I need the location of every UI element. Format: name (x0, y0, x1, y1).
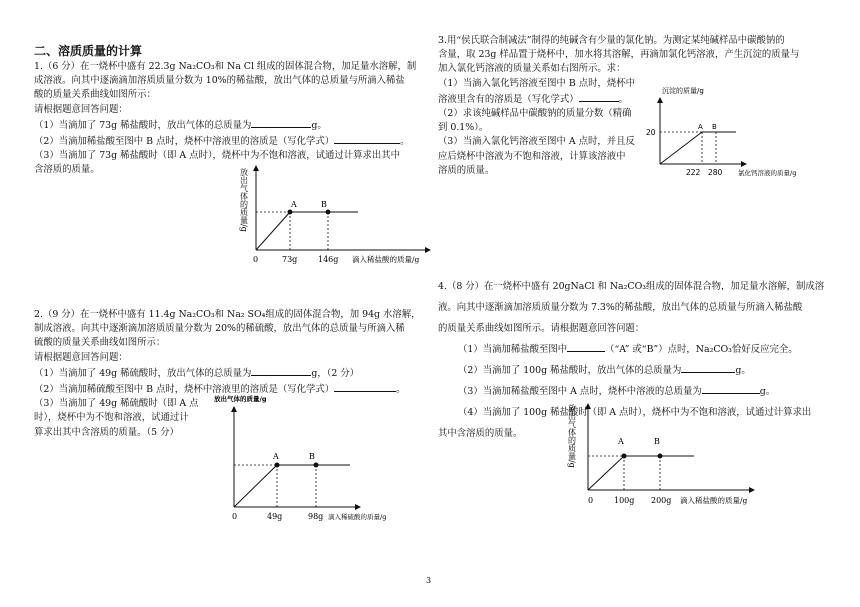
curve-rise (234, 465, 277, 507)
x-tick-label: 200g (651, 496, 672, 505)
q3-chart (646, 84, 826, 180)
point-a (622, 454, 627, 459)
point-b-label: B (309, 452, 315, 461)
q2-line: 请根据题意回答问题： (34, 351, 128, 363)
point-a-label: A (273, 452, 279, 461)
q3-line: 溶质的质量。 (438, 164, 495, 176)
q2-line: （2）当滴加稀硫酸至图中 B 点时，烧杯中溶液里的溶质是（写化学式） 。 (34, 381, 421, 397)
q3-line: （2）求该纯碱样品中碳酸钠的质量分数（精确 (438, 108, 632, 120)
answer-blank[interactable] (251, 365, 311, 376)
q1-line: 1.（6 分）在一烧杯中盛有 22.3g Na₂CO₃和 Na Cl 组成的固体混合物，加足量水溶解，制 (34, 61, 417, 72)
q3-line: 应后烧杯中溶液为不饱和溶液，计算该溶液中 (438, 150, 626, 162)
q1-line: 含溶质的质量。 (34, 164, 100, 176)
q3-line: 3.用“侯氏联合制减法”制得的纯碱含有少量的氯化钠。为测定某纯碱样品中碳酸钠的 (438, 35, 785, 46)
point-a (288, 210, 293, 215)
q1-line: 请根据题意回答问题： (34, 103, 128, 115)
y-axis-label: 放出气体的质量/g (567, 404, 577, 468)
x-tick-label: 49g (267, 512, 283, 521)
q2-line: （1）当滴加了 49g 稀硫酸时，放出气体的总质量为 g，（2 分） (34, 365, 421, 381)
q3-line: 溶液里含有的溶质是（写化学式） 。 (438, 91, 799, 107)
q2-line: 2.（9 分）在一烧杯中盛有 11.4g Na₂CO₃和 Na₂ SO₄组成的固体混合物，加 94g 水溶解， (34, 309, 421, 320)
x-tick-label: 280 (708, 168, 723, 177)
q3-line: （3）当滴入氯化钙溶液至图中 A 点时，并且反 (438, 136, 635, 148)
point-a-label: A (698, 123, 703, 131)
point-b-label: B (654, 437, 660, 446)
curve-rise (660, 132, 702, 164)
q1-line: 酸的质量关系曲线如图所示： (34, 89, 156, 101)
answer-blank[interactable] (702, 383, 760, 394)
q3-line: 到 0.1%）。 (438, 122, 489, 134)
q1-line: （1）当滴加了 73g 稀盐酸时，放出气体的总质量为 g。 (34, 117, 416, 133)
x-axis-label: 滴入稀硫酸的质量/g (328, 513, 387, 521)
q2-line: 时），烧杯中为不饱和溶液，试通过计 (34, 412, 189, 424)
q2-line: （3）当滴加了 49g 稀硫酸时（即 A 点 (34, 398, 199, 410)
page-number: 3 (426, 576, 432, 585)
origin-label: 0 (253, 255, 259, 264)
answer-blank[interactable] (579, 91, 619, 102)
x-tick-label: 146g (318, 255, 339, 264)
q2-line: 算求出其中含溶质的质量。（5 分） (34, 426, 179, 438)
x-axis-label: 滴入稀盐酸的质量/g (680, 496, 748, 505)
y-tick-label: 20 (646, 128, 656, 137)
q4-line: 液。向其中逐渐滴加溶质质量分数为 7.3%的稀盐酸，放出气体的总质量与所滴入稀盐酸 (438, 302, 803, 313)
point-b-label: B (712, 123, 717, 131)
q4-line: （3）当滴加稀盐酸至图中 A 点时，烧杯中溶液的总质量为 g。 (438, 381, 824, 402)
y-axis-label: 放出气体的质量/g (239, 168, 249, 232)
point-a (275, 463, 280, 468)
q4-line: 4.（8 分）在一烧杯中盛有 20gNaCl 和 Na₂CO₃组成的固体混合物，加足量水溶解，制成溶 (438, 281, 825, 292)
q3-line: 含量，取 23g 样品置于烧杯中，加水将其溶解，再滴加氯化钙溶液，产生沉淀的质量与 (438, 49, 800, 61)
point-a-label: A (618, 437, 624, 446)
x-tick-label: 73g (282, 255, 298, 264)
q4-line: （4）当滴加了 100g 稀盐酸时（即 A 点时），烧杯中为不饱和溶液，试通过计算求出 (458, 407, 812, 418)
point-a-label: A (291, 200, 297, 209)
x-tick-label: 222 (686, 168, 701, 177)
q1-line: 成溶液。向其中逐滴滴加溶质质量分数为 10%的稀盐酸，放出气体的总质量与所滴入稀盐 (34, 75, 405, 87)
q2-line: 硫酸的质量关系曲线如图所示： (34, 337, 166, 349)
q4-line: （1）当滴加稀盐酸至图中 （“A” 或“B”）点时，Na₂CO₃恰好反应完全。 (438, 339, 824, 360)
q4-line: 的质量关系曲线如图所示。请根据题意回答问题： (438, 323, 645, 334)
answer-blank[interactable] (334, 381, 396, 392)
q3-line: 加入氯化钙溶液的质量关系如右图所示。求： (438, 63, 626, 75)
answer-blank[interactable] (251, 117, 311, 128)
origin-label: 0 (588, 496, 594, 505)
answer-blank[interactable] (681, 362, 735, 373)
x-axis-label: 滴入稀盐酸的质量/g (352, 255, 420, 264)
q4-line: （2）当滴加了 100g 稀盐酸时，放出气体的总质量为 g。 (438, 360, 824, 381)
section-title: 二、溶质质量的计算 (34, 44, 143, 58)
x-axis-label: 氯化钙溶液的质量/g (738, 169, 797, 177)
x-tick-label: 98g (308, 512, 324, 521)
q4-chart (564, 400, 764, 510)
answer-blank[interactable] (334, 133, 400, 144)
q3-line: （1）当滴入氯化钙溶液至图中 B 点时，烧杯中 (438, 77, 635, 89)
q1-chart (236, 162, 436, 272)
q1-line: （2）当滴加稀盐酸至图中 B 点时，烧杯中溶液里的溶质是（写化学式） 。 (34, 133, 416, 149)
answer-blank[interactable] (567, 341, 605, 352)
x-tick-label: 100g (614, 496, 635, 505)
origin-label: 0 (232, 512, 238, 521)
point-b (314, 463, 319, 468)
q4-line: 其中含溶质的质量。 (438, 428, 523, 439)
point-b-label: B (321, 200, 327, 209)
q2-line: 制成溶液。向其中逐渐滴加溶质质量分数为 20%的稀硫酸，放出气体的总质量与所滴入稀 (34, 323, 405, 335)
q2-chart (214, 393, 420, 528)
y-axis-label: 放出气体的质量/g (214, 395, 267, 403)
y-axis-label: 沉淀的质量/g (662, 87, 704, 95)
curve-rise (256, 212, 290, 250)
question-1 (34, 60, 416, 178)
point-b (658, 454, 663, 459)
point-b (326, 210, 331, 215)
q1-line: （3）当滴加了 73g 稀盐酸时（即 A 点时），烧杯中为不饱和溶液，试通过计算求出其中 (34, 150, 401, 162)
curve-rise (588, 456, 624, 490)
